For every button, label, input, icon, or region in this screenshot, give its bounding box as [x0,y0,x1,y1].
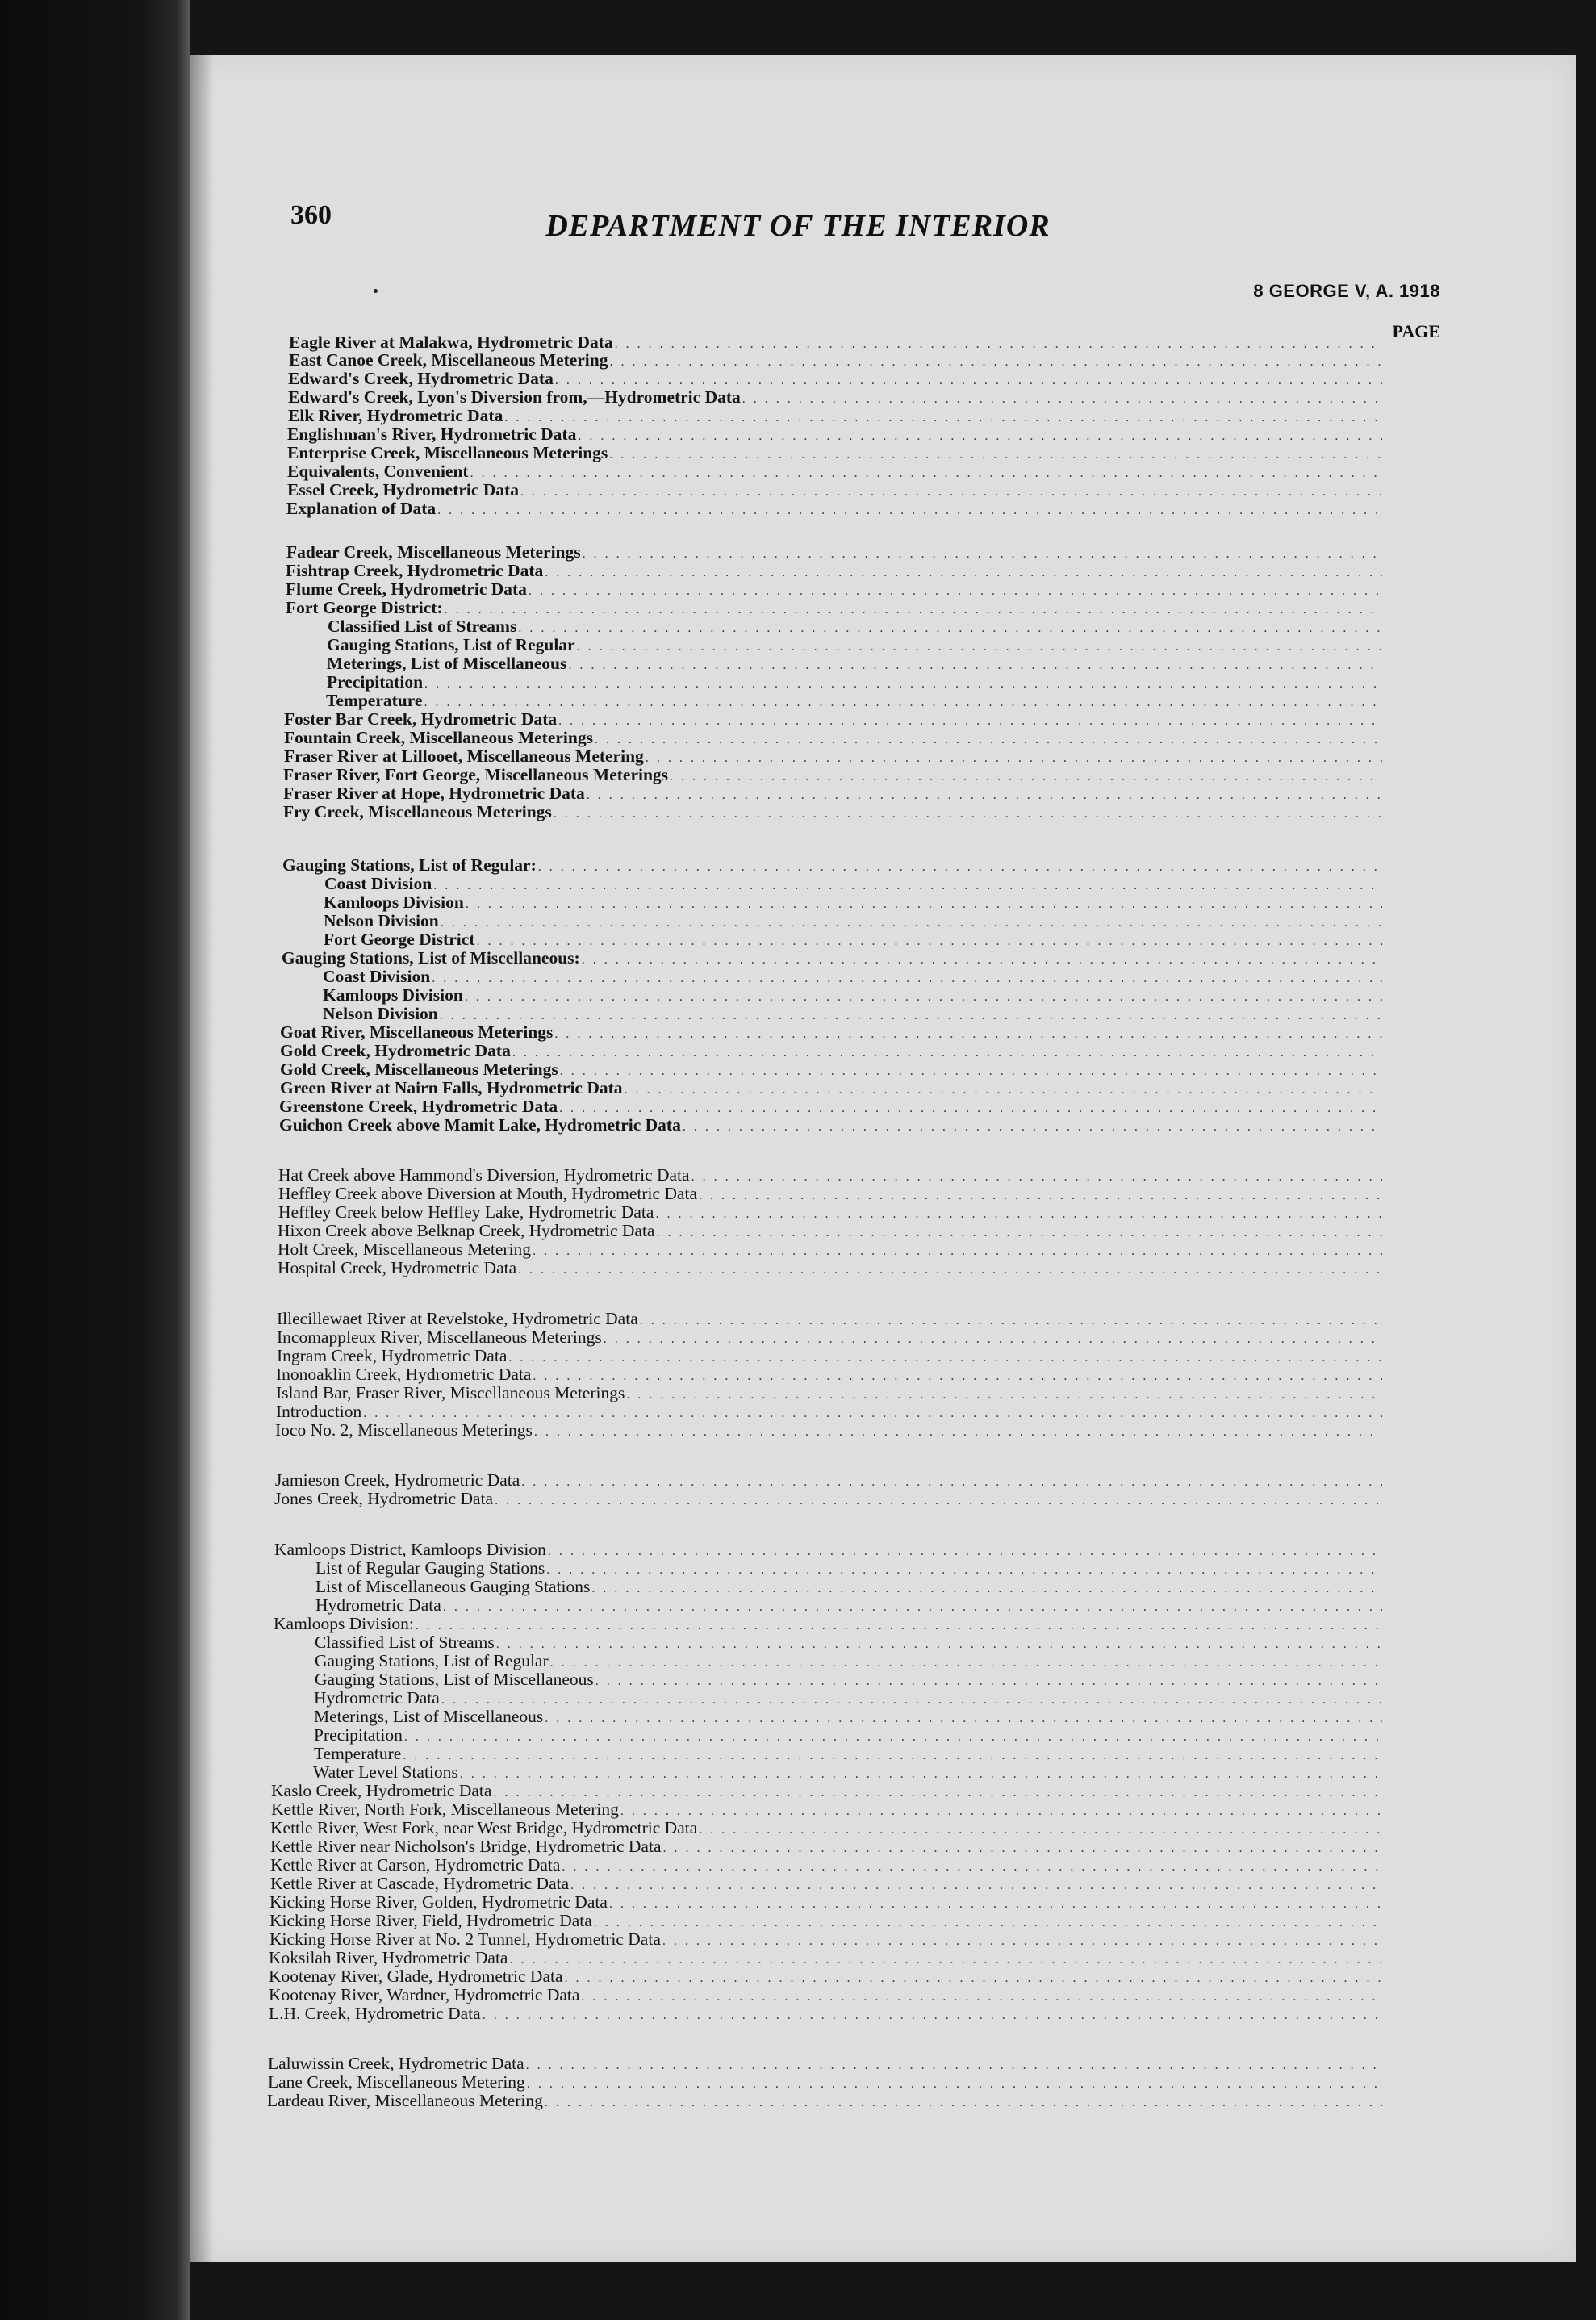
entry-text: Nelson Division [324,911,439,930]
entry-text: Holt Creek, Miscellaneous Metering [278,1239,532,1259]
dot-leader [526,2056,1382,2073]
index-entry [287,443,1382,462]
entry-text: Kamloops Division [324,892,464,912]
entry-text: Kettle River at Carson, Hydrometric Data [270,1855,561,1875]
index-entry [283,802,1382,821]
dot-leader [548,1542,1382,1559]
index-entry [271,1781,1382,1800]
entry-text: Heffley Creek above Diversion at Mouth, Hydrometric Data [278,1184,698,1203]
index-entry [324,892,1382,912]
index-entry [277,1346,1382,1365]
entry-text: Enterprise Creek, Miscellaneous Meterings [287,443,608,462]
entry-text: Meterings, List of Miscellaneous [314,1707,544,1726]
dot-leader [533,1367,1382,1384]
dot-leader [470,464,1382,481]
index-entry [275,1420,1382,1440]
index-entry [287,480,1382,500]
entry-text: Kettle River, North Fork, Miscellaneous Metering [271,1800,619,1819]
index-entry [277,1309,1382,1328]
index-entry [286,561,1382,580]
dot-leader [655,1205,1382,1222]
entry-text: Heffley Creek below Heffley Lake, Hydrometric Data [278,1202,654,1222]
dot-leader [555,371,1382,388]
dot-leader [518,1260,1382,1277]
entry-text: Equivalents, Convenient [287,462,469,481]
dot-leader [445,600,1382,617]
index-entry [267,2091,1382,2110]
entry-text: Essel Creek, Hydrometric Data [287,480,520,500]
index-entry [315,1595,1382,1615]
index-entry [279,1097,1382,1116]
entry-text: Elk River, Hydrometric Data [288,406,503,425]
dot-leader [545,1709,1382,1726]
entry-text: Fry Creek, Miscellaneous Meterings [283,802,552,821]
index-entry [274,1540,1382,1559]
entry-text: Precipitation [327,672,424,692]
entry-text: Kettle River, West Fork, near West Bridge, Hydrometric Data [270,1818,698,1837]
dot-leader [594,1913,1382,1930]
dot-leader [441,913,1382,930]
entry-text: Kettle River near Nicholson's Bridge, Hydrometric Data [270,1837,662,1856]
dot-leader [610,353,1383,370]
entry-text: Kamloops Division: [274,1614,414,1633]
dot-leader [570,1876,1382,1893]
index-entry [315,1577,1382,1596]
dot-leader [437,501,1382,518]
dot-leader [403,1746,1382,1763]
entry-text: Kamloops Division [323,985,463,1005]
entry-text: Fort George District [324,930,475,949]
index-entry [287,424,1382,444]
entry-text: Fort George District: [286,598,443,617]
dot-leader [609,445,1382,462]
entry-text: Englishman's River, Hydrometric Data [287,424,577,444]
entry-text: List of Regular Gauging Stations [315,1558,545,1578]
entry-text: Water Level Stations [313,1762,458,1782]
entry-text: Gauging Stations, List of Regular [327,635,575,654]
index-entry [277,1327,1382,1347]
entry-text: Ioco No. 2, Miscellaneous Meterings [275,1420,533,1440]
index-entry [278,1202,1382,1222]
index-entry [289,350,1382,370]
dot-leader [560,1062,1382,1079]
entry-text: Foster Bar Creek, Hydrometric Data [284,709,558,729]
entry-text: Meterings, List of Miscellaneous [327,654,567,673]
dot-leader [577,637,1382,654]
index-entry [328,617,1382,636]
index-entry [288,406,1382,425]
running-head: DEPARTMENT OF THE INTERIOR [545,209,1051,243]
entry-text: Kicking Horse River at No. 2 Tunnel, Hydrometric Data [269,1929,661,1949]
index-entry [324,874,1382,893]
index-entry [278,1221,1382,1240]
index-entry [269,1985,1382,2004]
index-entry [327,654,1382,673]
entry-text: Precipitation [314,1725,403,1745]
dot-leader [625,1081,1382,1097]
entry-text: Fraser River at Lillooet, Miscellaneous Metering [284,746,644,766]
dot-leader [582,951,1382,968]
dot-leader [670,767,1382,784]
entry-text: Kamloops District, Kamloops Division [274,1540,546,1559]
dot-leader [595,1672,1382,1689]
index-entry [276,1365,1382,1384]
index-entry [315,1632,1382,1652]
index-entry [323,967,1382,986]
dot-leader [568,656,1382,673]
dot-leader [465,988,1382,1005]
entry-text: Fraser River at Hope, Hydrometric Data [283,784,585,803]
entry-text: Goat River, Miscellaneous Meterings [280,1022,554,1042]
entry-text: Kootenay River, Wardner, Hydrometric Data [269,1985,580,2004]
dot-leader [534,1423,1382,1440]
dot-leader [656,1223,1382,1240]
index-entry [270,1837,1382,1856]
entry-text: Hixon Creek above Belknap Creek, Hydrometric Data [278,1221,655,1240]
dot-leader [441,1691,1382,1708]
dot-leader [583,545,1382,562]
entry-text: Explanation of Data [286,499,437,518]
entry-text: Illecillewaet River at Revelstoke, Hydrometric Data [277,1309,638,1328]
index-entry [269,1929,1382,1949]
index-entry [276,1383,1382,1402]
entry-text: Gauging Stations, List of Regular: [282,855,537,875]
entry-text: Jones Creek, Hydrometric Data [274,1489,494,1508]
entry-text: Kettle River at Cascade, Hydrometric Data [270,1874,570,1893]
index-entry [323,1004,1382,1023]
scan-border [0,0,190,2320]
dot-leader [495,1491,1382,1508]
dot-leader [424,693,1382,710]
dot-leader [591,1579,1382,1596]
index-entry [283,765,1382,784]
entry-text: Fountain Creek, Miscellaneous Meterings [284,728,593,747]
index-entry [280,1078,1382,1097]
dot-leader [550,1653,1382,1670]
dot-leader [699,1820,1382,1837]
dot-leader [424,675,1382,692]
dot-leader [483,2006,1382,2023]
index-entry [314,1725,1382,1745]
index-entry [289,332,1382,352]
dot-leader [545,563,1382,580]
index-entry [323,985,1382,1005]
entry-text: Greenstone Creek, Hydrometric Data [279,1097,558,1116]
entry-text: Gold Creek, Miscellaneous Meterings [280,1060,558,1079]
entry-text: Classified List of Streams [315,1632,495,1652]
entry-text: Guichon Creek above Mamit Lake, Hydrometric Data [279,1115,681,1135]
dot-leader [609,1895,1382,1912]
index-entry [314,1744,1382,1763]
index-entry [269,1911,1382,1930]
dot-leader [615,335,1382,352]
index-entry [275,1470,1382,1490]
index-entry [314,1688,1382,1708]
entry-text: Flume Creek, Hydrometric Data [286,579,527,599]
entry-text: Hospital Creek, Hydrometric Data [278,1258,517,1277]
index-entry [278,1258,1382,1277]
index-entry [286,499,1382,518]
index-entry [284,728,1382,747]
entry-text: Gauging Stations, List of Regular [315,1651,549,1670]
entry-text: Lardeau River, Miscellaneous Metering [267,2091,543,2110]
dot-leader [527,2075,1382,2092]
index-entry [327,672,1382,692]
index-entry [270,1874,1382,1893]
index-entry [269,1948,1382,1967]
entry-text: Incomappleux River, Miscellaneous Meterings [277,1327,602,1347]
print-speck [374,289,378,293]
dot-leader [546,1561,1382,1578]
entry-text: Lane Creek, Miscellaneous Metering [268,2072,525,2092]
index-entry [313,1762,1382,1782]
dot-leader [476,932,1382,949]
index-entry [287,462,1382,481]
dot-leader [404,1728,1382,1745]
index-entry [268,2054,1382,2073]
entry-text: Koksilah River, Hydrometric Data [269,1948,508,1967]
dot-leader [538,858,1382,875]
dot-leader [620,1802,1382,1819]
dot-leader [520,483,1382,500]
dot-leader [533,1242,1382,1259]
index-entry [280,1060,1382,1079]
dot-leader [493,1783,1382,1800]
entry-text: Hydrometric Data [314,1688,440,1708]
dot-leader [518,619,1382,636]
dot-leader [646,749,1382,766]
index-entry [324,930,1382,949]
dot-leader [432,969,1382,986]
dot-leader [496,1635,1382,1652]
entry-text: Nelson Division [323,1004,438,1023]
index-entry [286,542,1382,562]
entry-text: Gold Creek, Hydrometric Data [280,1041,511,1060]
dot-leader [440,1006,1382,1023]
entry-text: Coast Division [323,967,431,986]
index-entry [270,1855,1382,1875]
entry-text: Kicking Horse River, Golden, Hydrometric Data [269,1892,608,1912]
entry-text: Laluwissin Creek, Hydrometric Data [268,2054,524,2073]
index-entry [324,911,1382,930]
entry-text: Edward's Creek, Lyon's Diversion from,—Hydrometric Data [288,387,741,407]
index-entry [286,579,1382,599]
entry-text: Jamieson Creek, Hydrometric Data [275,1470,520,1490]
index-entry [269,2004,1382,2023]
dot-leader [443,1598,1382,1615]
index-entry [271,1800,1382,1819]
dot-leader [562,1858,1382,1875]
dot-leader [578,427,1382,444]
dot-leader [545,2093,1382,2110]
dot-leader [466,895,1382,912]
entry-text: Temperature [326,691,423,710]
entry-text: Hydrometric Data [315,1595,441,1615]
entry-text: Kaslo Creek, Hydrometric Data [271,1781,492,1800]
index-entry [279,1115,1382,1135]
dot-leader [554,805,1382,821]
index-entry [284,746,1382,766]
entry-text: Hat Creek above Hammond's Diversion, Hydrometric Data [278,1165,690,1185]
index-entry [269,1892,1382,1912]
index-entry [268,2072,1382,2092]
entry-text: Kootenay River, Glade, Hydrometric Data [269,1967,563,1986]
entry-text: Gauging Stations, List of Miscellaneous [315,1670,594,1689]
dot-leader [559,1099,1382,1116]
index-entry [286,598,1382,617]
index-entry [274,1614,1382,1633]
index-entry [270,1818,1382,1837]
dot-leader [663,1839,1383,1856]
dot-leader [587,786,1382,803]
dot-leader [509,1950,1382,1967]
index-entry [284,709,1382,729]
dot-leader [640,1311,1382,1328]
index-entry [278,1239,1382,1259]
page-number: 360 [290,200,332,230]
entry-text: Inonoaklin Creek, Hydrometric Data [276,1365,532,1384]
dot-leader [363,1404,1382,1421]
index-entry [269,1967,1382,1986]
index-entry [288,387,1382,407]
entry-text: Introduction [276,1402,362,1421]
binding-shadow [190,55,214,2262]
dot-leader [626,1386,1382,1402]
dot-leader [565,1969,1382,1986]
dot-leader [504,408,1382,425]
entry-text: Island Bar, Fraser River, Miscellaneous Meterings [276,1383,625,1402]
dot-leader [604,1330,1382,1347]
entry-text: Coast Division [324,874,432,893]
dot-leader [433,876,1382,893]
entry-text: Fraser River, Fort George, Miscellaneous Meterings [283,765,669,784]
entry-text: Eagle River at Malakwa, Hydrometric Data [289,332,613,352]
session-reference: 8 GEORGE V, A. 1918 [1253,281,1440,301]
index-entry [315,1558,1382,1578]
entry-text: Kicking Horse River, Field, Hydrometric Data [269,1911,592,1930]
entry-text: Fishtrap Creek, Hydrometric Data [286,561,544,580]
index-entry [283,784,1382,803]
dot-leader [460,1765,1382,1782]
index-entry [314,1707,1382,1726]
entry-text: Ingram Creek, Hydrometric Data [277,1346,508,1365]
dot-leader [512,1043,1382,1060]
index-entry [327,635,1382,654]
page-column-label: PAGE [1392,321,1440,341]
index-entry [326,691,1382,710]
entry-text: Green River at Nairn Falls, Hydrometric Data [280,1078,623,1097]
entry-text: Classified List of Streams [328,617,517,636]
dot-leader [699,1186,1382,1203]
index-entry [280,1041,1382,1060]
index-entry [282,948,1382,968]
dot-leader [508,1348,1382,1365]
dot-leader [683,1118,1382,1135]
entry-text: Fadear Creek, Miscellaneous Meterings [286,542,581,562]
entry-text: L.H. Creek, Hydrometric Data [269,2004,481,2023]
dot-leader [416,1616,1382,1633]
index-entry [315,1651,1382,1670]
entry-text: List of Miscellaneous Gauging Stations [315,1577,591,1596]
dot-leader [558,712,1382,729]
entry-text: Temperature [314,1744,402,1763]
index-entry [278,1184,1382,1203]
index-entry [278,1165,1382,1185]
index-entry [274,1489,1382,1508]
dot-leader [662,1932,1382,1949]
entry-text: East Canoe Creek, Miscellaneous Metering [289,350,608,370]
entry-text: Edward's Creek, Hydrometric Data [288,369,554,388]
entry-text: Gauging Stations, List of Miscellaneous: [282,948,580,968]
dot-leader [581,1988,1382,2004]
dot-leader [529,582,1382,599]
dot-leader [521,1473,1382,1490]
index-entry [282,855,1382,875]
dot-leader [554,1025,1382,1042]
dot-leader [742,390,1382,407]
dot-leader [691,1168,1382,1185]
dot-leader [595,730,1382,747]
index-entry [276,1402,1382,1421]
index-entry [315,1670,1382,1689]
index-entry [288,369,1382,388]
index-entry [280,1022,1382,1042]
